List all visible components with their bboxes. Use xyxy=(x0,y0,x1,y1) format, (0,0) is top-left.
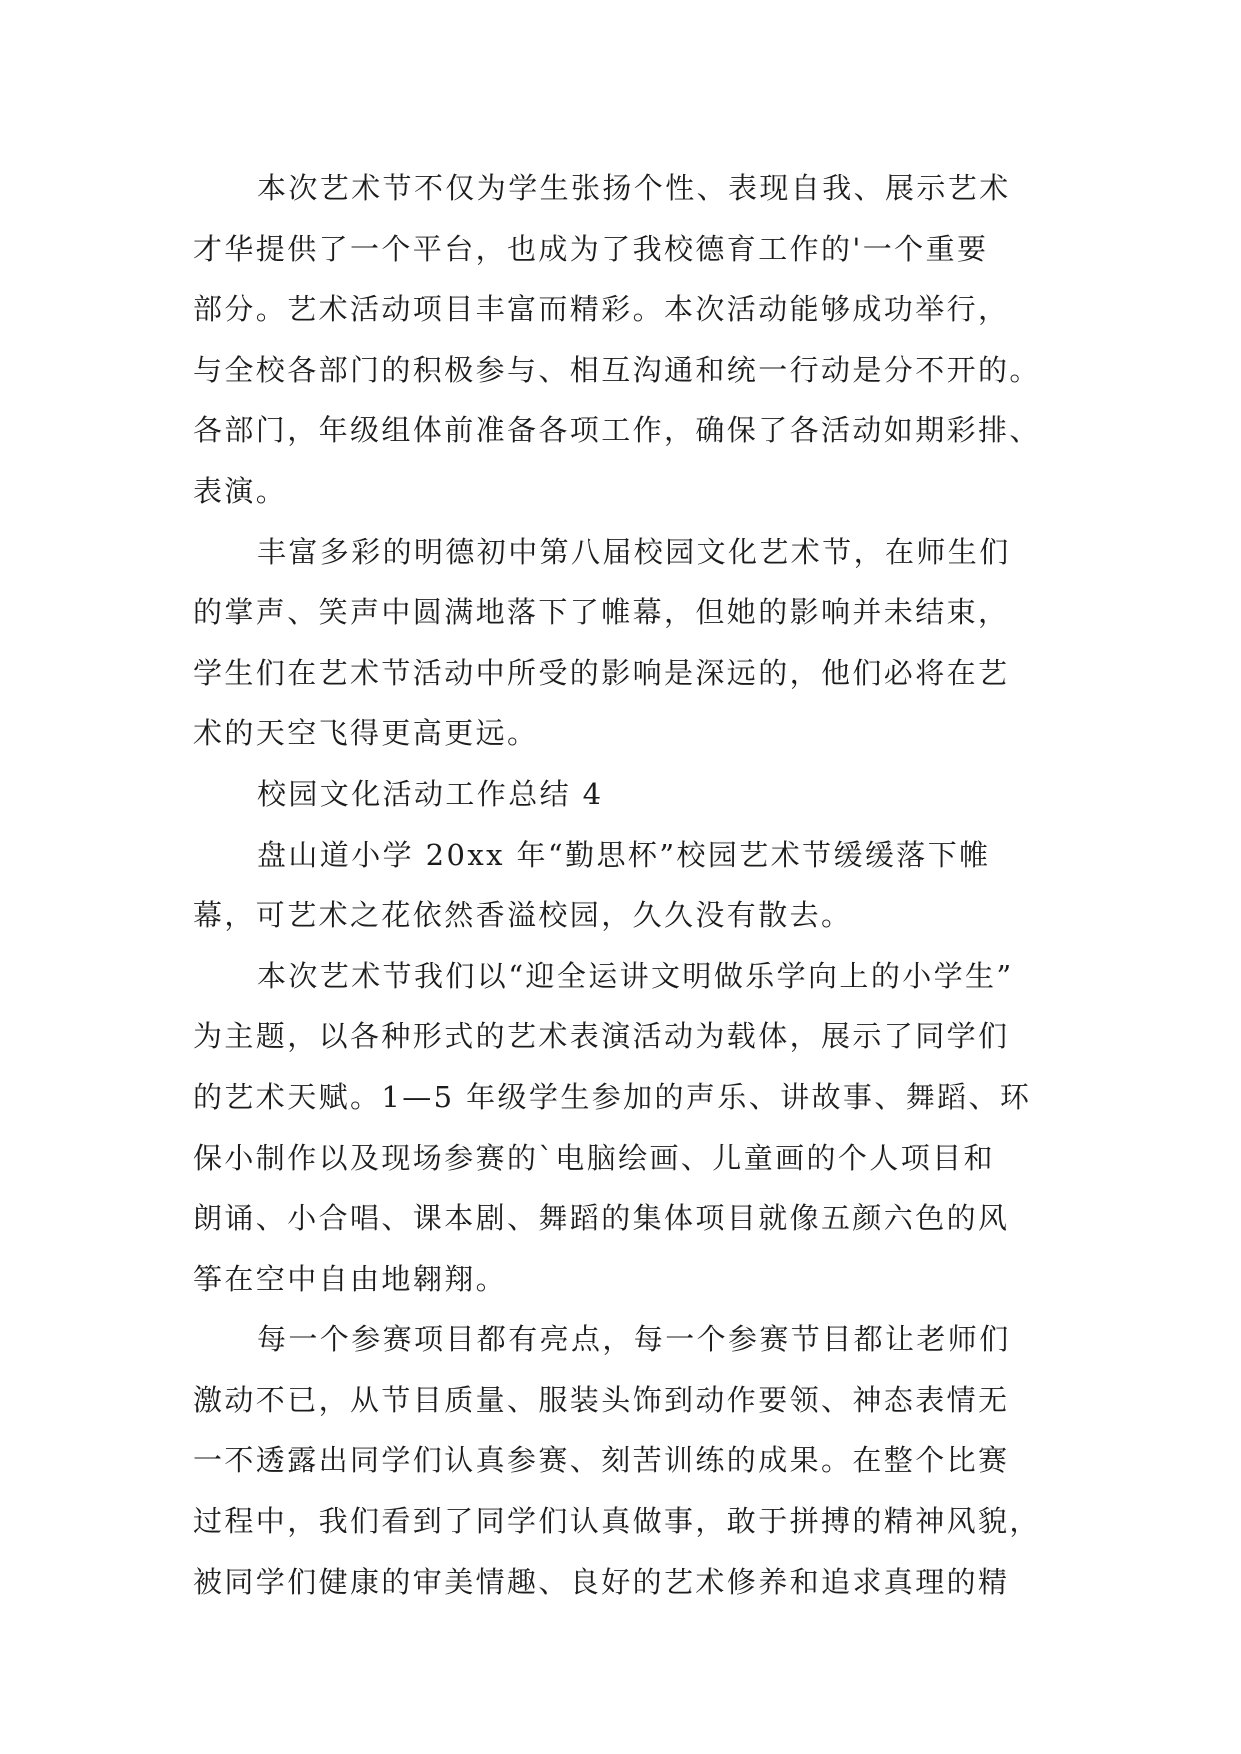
paragraph-3-line-1: 盘山道小学 20xx 年“勤思杯”校园艺术节缓缓落下帷 xyxy=(257,837,991,872)
paragraph-5-line-3: 一不透露出同学们认真参赛、刻苦训练的成果。在整个比赛 xyxy=(193,1443,1010,1478)
paragraph-1-line-3: 部分。艺术活动项目丰富而精彩。本次活动能够成功举行， xyxy=(193,292,1010,327)
paragraph-5-line-1: 每一个参赛项目都有亮点，每一个参赛节目都让老师们 xyxy=(257,1322,1011,1357)
paragraph-4-line-4: 保小制作以及现场参赛的`电脑绘画、儿童画的个人项目和 xyxy=(193,1140,995,1175)
section-heading: 校园文化活动工作总结 4 xyxy=(257,776,604,811)
paragraph-2-line-4: 术的天空飞得更高更远。 xyxy=(193,716,539,751)
paragraph-4-line-3: 的艺术天赋。1—5 年级学生参加的声乐、讲故事、舞蹈、环 xyxy=(193,1079,1032,1114)
paragraph-4-line-6: 筝在空中自由地翱翔。 xyxy=(193,1261,508,1296)
document-body xyxy=(193,158,1055,1612)
paragraph-5-line-5: 被同学们健康的审美情趣、良好的艺术修养和追求真理的精 xyxy=(193,1564,1010,1599)
paragraph-2-line-2: 的掌声、笑声中圆满地落下了帷幕，但她的影响并未结束， xyxy=(193,595,1010,630)
paragraph-2-line-3: 学生们在艺术节活动中所受的影响是深远的，他们必将在艺 xyxy=(193,655,1010,690)
paragraph-4-line-5: 朗诵、小合唱、课本剧、舞蹈的集体项目就像五颜六色的风 xyxy=(193,1201,1010,1236)
paragraph-1-line-5: 各部门，年级组体前准备各项工作，确保了各活动如期彩排、 xyxy=(193,413,1041,448)
paragraph-1-line-6: 表演。 xyxy=(193,473,288,508)
paragraph-5-line-2: 激动不已，从节目质量、服装头饰到动作要领、神态表情无 xyxy=(193,1382,1010,1417)
paragraph-4-line-1: 本次艺术节我们以“迎全运讲文明做乐学向上的小学生” xyxy=(257,958,1014,993)
paragraph-1-line-4: 与全校各部门的积极参与、相互沟通和统一行动是分不开的。 xyxy=(193,352,1041,387)
paragraph-1-line-1: 本次艺术节不仅为学生张扬个性、表现自我、展示艺术 xyxy=(257,171,1011,205)
paragraph-4-line-2: 为主题，以各种形式的艺术表演活动为载体，展示了同学们 xyxy=(193,1019,1010,1054)
paragraph-1-line-2: 才华提供了一个平台，也成为了我校德育工作的'一个重要 xyxy=(193,231,989,266)
paragraph-5-line-4: 过程中，我们看到了同学们认真做事，敢于拼搏的精神风貌， xyxy=(193,1504,1041,1539)
paragraph-2-line-1: 丰富多彩的明德初中第八届校园文化艺术节，在师生们 xyxy=(257,534,1011,569)
paragraph-3-line-2: 幕，可艺术之花依然香溢校园，久久没有散去。 xyxy=(193,898,853,933)
